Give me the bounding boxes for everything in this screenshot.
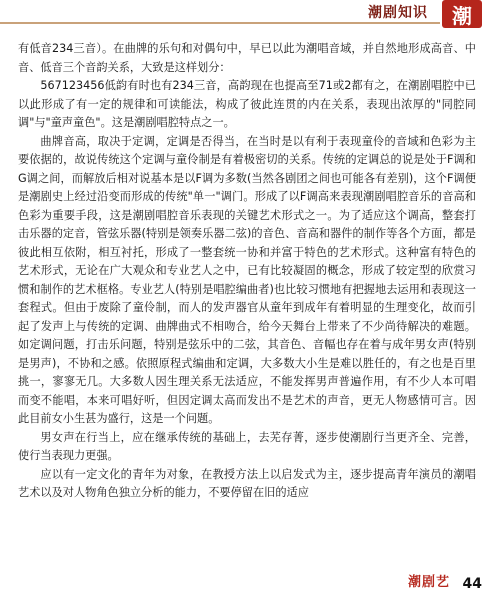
journal-logo: 潮剧艺 (407, 575, 450, 590)
paragraph-1: 有低音234三音）。在曲牌的乐句和对偶句中，早已以此为潮唱音域，并自然地形成高音、中音、低音三个音韵关系，大致是这样划分： (18, 42, 476, 74)
seal-icon (442, 0, 482, 28)
header-rule (0, 22, 440, 24)
paragraph-2: 567123456低韵有时也有234三音，高韵现在也提高至71或2都有之，在潮剧唱腔中已以此形成了有一定的规律和可读能法，构成了彼此连贯的内在关系，表现出浓厚的"同腔同调"与"童声童色"。这是潮剧唱腔特点之一。 (18, 79, 476, 129)
article-body (18, 40, 476, 503)
paragraph-3: 曲牌音高，取决于定调，定调是否得当，在当时是以有利于表现童伶的音域和色彩为主要依据的，故说传统这个定调与童伶制是有着极密切的关系。传统的定调总的说是处于F调和G调之间，而解放后相对说基本是以F调为多数(当然各剧团之间也可能各有差别)，这个F调便是潮剧史上经过沿变而形成的传统"单一"调门。形成了以F调高来表现潮剧唱腔音乐的音高和色彩为重要手段，这是潮剧唱腔音乐表现的关键艺术形式之一。为了适应这个调高，整套打击乐器的定音，管弦乐器(特别是领奏乐器二弦)的音色、音高和器件的制作等各个方面，都是彼此相互依附，相互衬托，形成了一整套统一协和并富于特色的艺术形式。这种富有特色的艺术形式，无论在广大观众和专业艺人之中，已有比较凝固的概念，形成了较定型的欣赏习惯和制作的艺术框格。专业艺人(特别是唱腔编曲者)也比较习惯地有把握地去运用和表现这一套程式。但由于废除了童伶制，而人的发声器官从童年到成年有着明显的生理变化，故而引起了发声上与传统的定调、曲牌曲式不相吻合，给今天舞台上带来了不少尚待解决的难题。如定调问题，打击乐问题，特别是弦乐中的二弦，其音色、音幅也存在着与成年男女声(特别是男声)，不协和之感。依照原程式编曲和定调，大多数大小生是难以胜任的，有之也是百里挑一，寥寥无几。大多数人因生理关系无法适应，不能发挥男声普遍作用，有不少人本可唱而变不能唱，本来可唱好听，但因定调太高而发出不是艺术的声音，更无人物感情可言。因此目前女小生甚为盛行，这是一个问题。 (18, 134, 476, 425)
page-header (0, 0, 490, 28)
paragraph-5: 应以有一定文化的青年为对象，在教授方法上以启发式为主，逐步提高青年演员的潮唱艺术以及对人物角色独立分析的能力，不要停留在旧的适应 (18, 467, 476, 499)
section-title: 潮剧知识 (368, 5, 428, 21)
page-number: 44 (462, 576, 482, 592)
paragraph-4: 男女声在行当上，应在继承传统的基础上，去芜存菁，逐步使潮剧行当更齐全、完善，使行当表现力更强。 (18, 430, 476, 462)
seal-text: 潮 (452, 3, 472, 28)
